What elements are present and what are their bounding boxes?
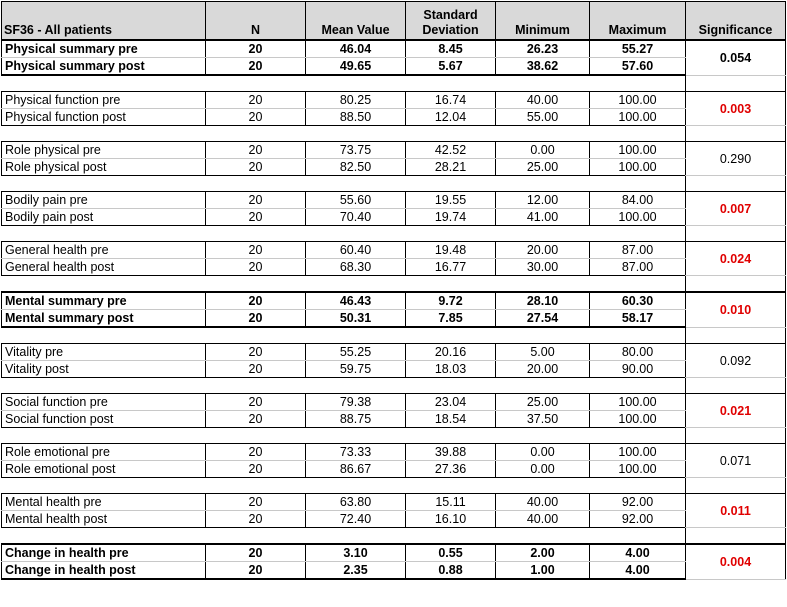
header-standard-deviation: Standard Deviation bbox=[406, 2, 496, 41]
separator-cell bbox=[590, 327, 686, 344]
row-label: Role emotional pre bbox=[2, 444, 206, 461]
header-row bbox=[2, 2, 786, 41]
cell-minimum: 0.00 bbox=[496, 444, 590, 461]
row-label: Social function post bbox=[2, 411, 206, 428]
separator-cell bbox=[206, 528, 306, 545]
cell-minimum: 20.00 bbox=[496, 361, 590, 378]
separator-cell bbox=[306, 176, 406, 192]
cell-n: 20 bbox=[206, 142, 306, 159]
separator-cell bbox=[686, 428, 786, 444]
table-row-post bbox=[2, 310, 786, 328]
separator-cell bbox=[2, 528, 206, 545]
cell-maximum: 100.00 bbox=[590, 209, 686, 226]
row-label: Role physical post bbox=[2, 159, 206, 176]
row-label: Change in health post bbox=[2, 562, 206, 580]
cell-n: 20 bbox=[206, 394, 306, 411]
table-row-post bbox=[2, 411, 786, 428]
separator-cell bbox=[496, 226, 590, 242]
header-mean: Mean Value bbox=[306, 2, 406, 41]
header-maximum: Maximum bbox=[590, 2, 686, 41]
group-separator bbox=[2, 176, 786, 192]
cell-n: 20 bbox=[206, 40, 306, 58]
separator-cell bbox=[590, 428, 686, 444]
cell-mean: 82.50 bbox=[306, 159, 406, 176]
separator-cell bbox=[306, 528, 406, 545]
table-row-pre bbox=[2, 444, 786, 461]
cell-standard-deviation: 23.04 bbox=[406, 394, 496, 411]
cell-standard-deviation: 0.88 bbox=[406, 562, 496, 580]
table-row-post bbox=[2, 209, 786, 226]
separator-cell bbox=[496, 276, 590, 293]
cell-mean: 55.25 bbox=[306, 344, 406, 361]
cell-mean: 88.50 bbox=[306, 109, 406, 126]
separator-cell bbox=[306, 126, 406, 142]
cell-minimum: 40.00 bbox=[496, 511, 590, 528]
cell-n: 20 bbox=[206, 344, 306, 361]
header-n: N bbox=[206, 2, 306, 41]
separator-cell bbox=[2, 176, 206, 192]
cell-n: 20 bbox=[206, 361, 306, 378]
table-row-post bbox=[2, 159, 786, 176]
separator-cell bbox=[406, 226, 496, 242]
cell-n: 20 bbox=[206, 109, 306, 126]
row-label: Physical summary post bbox=[2, 58, 206, 76]
row-label: General health post bbox=[2, 259, 206, 276]
separator-cell bbox=[686, 126, 786, 142]
cell-mean: 72.40 bbox=[306, 511, 406, 528]
cell-n: 20 bbox=[206, 562, 306, 580]
header-significance: Significance bbox=[686, 2, 786, 41]
cell-standard-deviation: 16.10 bbox=[406, 511, 496, 528]
significance-value: 0.290 bbox=[686, 142, 786, 176]
cell-mean: 50.31 bbox=[306, 310, 406, 328]
cell-standard-deviation: 15.11 bbox=[406, 494, 496, 511]
group-separator bbox=[2, 126, 786, 142]
cell-maximum: 100.00 bbox=[590, 444, 686, 461]
separator-cell bbox=[2, 327, 206, 344]
cell-minimum: 25.00 bbox=[496, 159, 590, 176]
separator-cell bbox=[686, 176, 786, 192]
cell-minimum: 26.23 bbox=[496, 40, 590, 58]
group-separator bbox=[2, 75, 786, 92]
separator-cell bbox=[206, 327, 306, 344]
separator-cell bbox=[406, 276, 496, 293]
cell-maximum: 90.00 bbox=[590, 361, 686, 378]
separator-cell bbox=[496, 75, 590, 92]
separator-cell bbox=[496, 176, 590, 192]
significance-value: 0.021 bbox=[686, 394, 786, 428]
group-separator bbox=[2, 428, 786, 444]
separator-cell bbox=[206, 428, 306, 444]
table-row-post bbox=[2, 511, 786, 528]
cell-mean: 73.75 bbox=[306, 142, 406, 159]
group-separator bbox=[2, 378, 786, 394]
cell-n: 20 bbox=[206, 209, 306, 226]
cell-standard-deviation: 27.36 bbox=[406, 461, 496, 478]
cell-mean: 80.25 bbox=[306, 92, 406, 109]
separator-cell bbox=[686, 75, 786, 92]
cell-mean: 86.67 bbox=[306, 461, 406, 478]
cell-standard-deviation: 5.67 bbox=[406, 58, 496, 76]
separator-cell bbox=[496, 428, 590, 444]
cell-minimum: 0.00 bbox=[496, 461, 590, 478]
cell-n: 20 bbox=[206, 192, 306, 209]
group-separator bbox=[2, 276, 786, 293]
row-label: Bodily pain pre bbox=[2, 192, 206, 209]
separator-cell bbox=[686, 226, 786, 242]
separator-cell bbox=[306, 327, 406, 344]
cell-n: 20 bbox=[206, 159, 306, 176]
table-row-pre bbox=[2, 242, 786, 259]
cell-maximum: 87.00 bbox=[590, 242, 686, 259]
row-label: Role emotional post bbox=[2, 461, 206, 478]
cell-maximum: 92.00 bbox=[590, 494, 686, 511]
cell-standard-deviation: 18.54 bbox=[406, 411, 496, 428]
row-label: Mental summary pre bbox=[2, 292, 206, 310]
cell-minimum: 5.00 bbox=[496, 344, 590, 361]
cell-maximum: 87.00 bbox=[590, 259, 686, 276]
table-row-pre bbox=[2, 344, 786, 361]
cell-mean: 88.75 bbox=[306, 411, 406, 428]
table-row-post bbox=[2, 259, 786, 276]
cell-standard-deviation: 16.74 bbox=[406, 92, 496, 109]
separator-cell bbox=[306, 226, 406, 242]
significance-value: 0.004 bbox=[686, 544, 786, 579]
cell-standard-deviation: 12.04 bbox=[406, 109, 496, 126]
cell-mean: 49.65 bbox=[306, 58, 406, 76]
cell-minimum: 38.62 bbox=[496, 58, 590, 76]
cell-standard-deviation: 7.85 bbox=[406, 310, 496, 328]
cell-mean: 60.40 bbox=[306, 242, 406, 259]
cell-standard-deviation: 16.77 bbox=[406, 259, 496, 276]
group-separator bbox=[2, 226, 786, 242]
separator-cell bbox=[2, 428, 206, 444]
cell-n: 20 bbox=[206, 259, 306, 276]
cell-minimum: 55.00 bbox=[496, 109, 590, 126]
sf36-results-table bbox=[1, 1, 786, 580]
cell-minimum: 20.00 bbox=[496, 242, 590, 259]
cell-maximum: 100.00 bbox=[590, 92, 686, 109]
cell-n: 20 bbox=[206, 292, 306, 310]
separator-cell bbox=[206, 75, 306, 92]
significance-value: 0.071 bbox=[686, 444, 786, 478]
cell-n: 20 bbox=[206, 92, 306, 109]
separator-cell bbox=[686, 276, 786, 293]
cell-n: 20 bbox=[206, 511, 306, 528]
separator-cell bbox=[686, 378, 786, 394]
separator-cell bbox=[686, 478, 786, 494]
cell-maximum: 100.00 bbox=[590, 142, 686, 159]
separator-cell bbox=[590, 126, 686, 142]
separator-cell bbox=[2, 276, 206, 293]
separator-cell bbox=[306, 378, 406, 394]
cell-mean: 55.60 bbox=[306, 192, 406, 209]
separator-cell bbox=[2, 226, 206, 242]
cell-maximum: 100.00 bbox=[590, 109, 686, 126]
cell-standard-deviation: 20.16 bbox=[406, 344, 496, 361]
separator-cell bbox=[590, 528, 686, 545]
cell-standard-deviation: 18.03 bbox=[406, 361, 496, 378]
separator-cell bbox=[406, 428, 496, 444]
separator-cell bbox=[406, 176, 496, 192]
cell-minimum: 0.00 bbox=[496, 142, 590, 159]
separator-cell bbox=[590, 75, 686, 92]
table-row-pre bbox=[2, 40, 786, 58]
significance-value: 0.092 bbox=[686, 344, 786, 378]
cell-n: 20 bbox=[206, 494, 306, 511]
cell-minimum: 2.00 bbox=[496, 544, 590, 562]
separator-cell bbox=[206, 478, 306, 494]
separator-cell bbox=[496, 327, 590, 344]
cell-n: 20 bbox=[206, 242, 306, 259]
header-minimum: Minimum bbox=[496, 2, 590, 41]
row-label: General health pre bbox=[2, 242, 206, 259]
separator-cell bbox=[2, 75, 206, 92]
cell-standard-deviation: 19.55 bbox=[406, 192, 496, 209]
row-label: Physical summary pre bbox=[2, 40, 206, 58]
cell-maximum: 100.00 bbox=[590, 461, 686, 478]
separator-cell bbox=[406, 126, 496, 142]
cell-minimum: 40.00 bbox=[496, 92, 590, 109]
row-label: Physical function pre bbox=[2, 92, 206, 109]
separator-cell bbox=[686, 528, 786, 545]
row-label: Physical function post bbox=[2, 109, 206, 126]
significance-value: 0.011 bbox=[686, 494, 786, 528]
cell-n: 20 bbox=[206, 544, 306, 562]
separator-cell bbox=[406, 528, 496, 545]
cell-minimum: 12.00 bbox=[496, 192, 590, 209]
cell-n: 20 bbox=[206, 58, 306, 76]
separator-cell bbox=[406, 75, 496, 92]
significance-value: 0.054 bbox=[686, 40, 786, 75]
cell-standard-deviation: 42.52 bbox=[406, 142, 496, 159]
group-separator bbox=[2, 528, 786, 545]
cell-n: 20 bbox=[206, 461, 306, 478]
row-label: Vitality pre bbox=[2, 344, 206, 361]
cell-maximum: 58.17 bbox=[590, 310, 686, 328]
separator-cell bbox=[686, 327, 786, 344]
significance-value: 0.010 bbox=[686, 292, 786, 327]
header-measure: SF36 - All patients bbox=[2, 2, 206, 41]
separator-cell bbox=[496, 528, 590, 545]
separator-cell bbox=[206, 176, 306, 192]
cell-minimum: 28.10 bbox=[496, 292, 590, 310]
separator-cell bbox=[206, 226, 306, 242]
row-label: Mental health pre bbox=[2, 494, 206, 511]
separator-cell bbox=[306, 75, 406, 92]
separator-cell bbox=[496, 478, 590, 494]
separator-cell bbox=[2, 478, 206, 494]
separator-cell bbox=[406, 478, 496, 494]
cell-n: 20 bbox=[206, 444, 306, 461]
row-label: Role physical pre bbox=[2, 142, 206, 159]
cell-maximum: 55.27 bbox=[590, 40, 686, 58]
separator-cell bbox=[2, 378, 206, 394]
cell-mean: 73.33 bbox=[306, 444, 406, 461]
cell-minimum: 40.00 bbox=[496, 494, 590, 511]
separator-cell bbox=[406, 378, 496, 394]
separator-cell bbox=[2, 126, 206, 142]
row-label: Change in health pre bbox=[2, 544, 206, 562]
cell-minimum: 30.00 bbox=[496, 259, 590, 276]
table-row-pre bbox=[2, 494, 786, 511]
cell-maximum: 100.00 bbox=[590, 394, 686, 411]
separator-cell bbox=[206, 378, 306, 394]
cell-standard-deviation: 28.21 bbox=[406, 159, 496, 176]
row-label: Bodily pain post bbox=[2, 209, 206, 226]
cell-standard-deviation: 9.72 bbox=[406, 292, 496, 310]
cell-maximum: 100.00 bbox=[590, 411, 686, 428]
separator-cell bbox=[496, 378, 590, 394]
cell-minimum: 1.00 bbox=[496, 562, 590, 580]
table-row-post bbox=[2, 562, 786, 580]
table-row-pre bbox=[2, 394, 786, 411]
cell-mean: 68.30 bbox=[306, 259, 406, 276]
cell-standard-deviation: 0.55 bbox=[406, 544, 496, 562]
cell-standard-deviation: 8.45 bbox=[406, 40, 496, 58]
cell-standard-deviation: 19.48 bbox=[406, 242, 496, 259]
cell-maximum: 57.60 bbox=[590, 58, 686, 76]
cell-minimum: 37.50 bbox=[496, 411, 590, 428]
separator-cell bbox=[206, 276, 306, 293]
cell-mean: 46.43 bbox=[306, 292, 406, 310]
table-row-pre bbox=[2, 292, 786, 310]
separator-cell bbox=[306, 478, 406, 494]
cell-mean: 79.38 bbox=[306, 394, 406, 411]
cell-maximum: 4.00 bbox=[590, 544, 686, 562]
table-row-post bbox=[2, 361, 786, 378]
table-row-pre bbox=[2, 544, 786, 562]
group-separator bbox=[2, 478, 786, 494]
separator-cell bbox=[590, 276, 686, 293]
cell-n: 20 bbox=[206, 310, 306, 328]
cell-minimum: 25.00 bbox=[496, 394, 590, 411]
separator-cell bbox=[206, 126, 306, 142]
cell-minimum: 41.00 bbox=[496, 209, 590, 226]
cell-maximum: 60.30 bbox=[590, 292, 686, 310]
cell-mean: 70.40 bbox=[306, 209, 406, 226]
row-label: Mental summary post bbox=[2, 310, 206, 328]
cell-mean: 63.80 bbox=[306, 494, 406, 511]
significance-value: 0.007 bbox=[686, 192, 786, 226]
group-separator bbox=[2, 327, 786, 344]
separator-cell bbox=[590, 478, 686, 494]
cell-mean: 3.10 bbox=[306, 544, 406, 562]
separator-cell bbox=[590, 176, 686, 192]
cell-maximum: 80.00 bbox=[590, 344, 686, 361]
cell-maximum: 84.00 bbox=[590, 192, 686, 209]
table-row-pre bbox=[2, 92, 786, 109]
table-row-post bbox=[2, 461, 786, 478]
cell-minimum: 27.54 bbox=[496, 310, 590, 328]
cell-mean: 59.75 bbox=[306, 361, 406, 378]
table-row-post bbox=[2, 109, 786, 126]
significance-value: 0.024 bbox=[686, 242, 786, 276]
row-label: Social function pre bbox=[2, 394, 206, 411]
separator-cell bbox=[496, 126, 590, 142]
separator-cell bbox=[590, 226, 686, 242]
table-row-pre bbox=[2, 192, 786, 209]
cell-maximum: 92.00 bbox=[590, 511, 686, 528]
separator-cell bbox=[406, 327, 496, 344]
row-label: Mental health post bbox=[2, 511, 206, 528]
cell-n: 20 bbox=[206, 411, 306, 428]
table-body bbox=[2, 40, 786, 579]
table-row-post bbox=[2, 58, 786, 76]
cell-standard-deviation: 39.88 bbox=[406, 444, 496, 461]
row-label: Vitality post bbox=[2, 361, 206, 378]
table-row-pre bbox=[2, 142, 786, 159]
cell-mean: 46.04 bbox=[306, 40, 406, 58]
separator-cell bbox=[306, 428, 406, 444]
cell-maximum: 100.00 bbox=[590, 159, 686, 176]
cell-mean: 2.35 bbox=[306, 562, 406, 580]
separator-cell bbox=[590, 378, 686, 394]
significance-value: 0.003 bbox=[686, 92, 786, 126]
separator-cell bbox=[306, 276, 406, 293]
cell-maximum: 4.00 bbox=[590, 562, 686, 580]
cell-standard-deviation: 19.74 bbox=[406, 209, 496, 226]
